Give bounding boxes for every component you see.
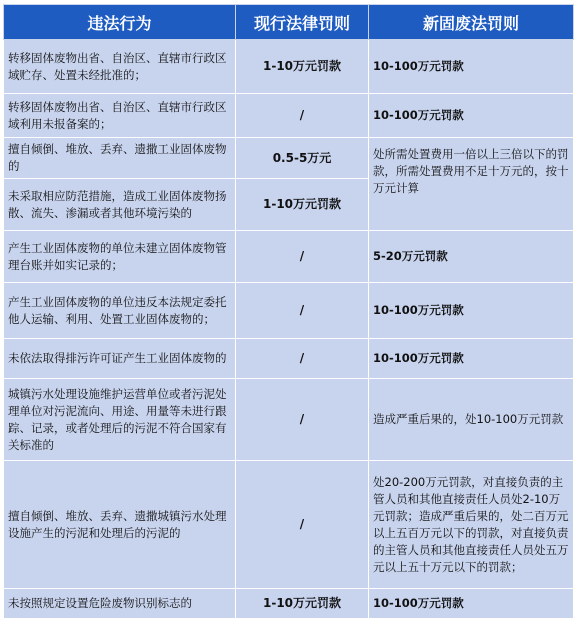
- new-penalty-cell: 造成严重后果的，处10-100万元罚款: [369, 379, 574, 461]
- table-row: [4, 231, 574, 283]
- current-penalty-cell: /: [236, 283, 369, 339]
- violation-cell: 转移固体废物出省、自治区、直辖市行政区域贮存、处置未经批准的；: [4, 40, 236, 94]
- table-row: [4, 283, 574, 339]
- current-penalty-cell: 1-10万元罚款: [236, 40, 369, 94]
- current-penalty-cell: /: [236, 231, 369, 283]
- table-row: [4, 94, 574, 138]
- new-penalty-cell: 10-100万元罚款: [369, 339, 574, 379]
- current-penalty-cell: /: [236, 339, 369, 379]
- table-row: [4, 461, 574, 589]
- table-row: [4, 40, 574, 94]
- table-row: [4, 589, 574, 619]
- current-penalty-cell: 1-10万元罚款: [236, 179, 369, 231]
- new-penalty-cell: 10-100万元罚款: [369, 589, 574, 619]
- new-penalty-cell: 处20-200万元罚款，对直接负责的主管人员和其他直接责任人员处2-10万元罚款；造成严重后果的，处二百万元以上五百万元以下的罚款，对直接负责的主管人员和其他直接责任人员处五万元以上五十万元以下的罚款；: [369, 461, 574, 589]
- violation-cell: 产生工业固体废物的单位违反本法规定委托他人运输、利用、处置工业固体废物的；: [4, 283, 236, 339]
- violation-cell: 未采取相应防范措施，造成工业固体废物扬散、流失、渗漏或者其他环境污染的: [4, 179, 236, 231]
- new-penalty-cell: 10-100万元罚款: [369, 40, 574, 94]
- violation-cell: 产生工业固体废物的单位未建立固体废物管理台账并如实记录的；: [4, 231, 236, 283]
- new-penalty-cell: 5-20万元罚款: [369, 231, 574, 283]
- table-row: [4, 339, 574, 379]
- new-penalty-cell: 处所需处置费用一倍以上三倍以下的罚款，所需处置费用不足十万元的，按十万元计算: [369, 138, 574, 231]
- new-penalty-cell: 10-100万元罚款: [369, 283, 574, 339]
- penalty-table: [3, 4, 574, 619]
- header-new-penalty: 新固废法罚则: [369, 5, 574, 40]
- header-current-penalty: 现行法律罚则: [236, 5, 369, 40]
- new-penalty-cell: 10-100万元罚款: [369, 94, 574, 138]
- header-row: [4, 5, 574, 40]
- current-penalty-cell: /: [236, 379, 369, 461]
- violation-cell: 未按照规定设置危险废物识别标志的: [4, 589, 236, 619]
- table-row: [4, 138, 574, 179]
- table-row: [4, 379, 574, 461]
- current-penalty-cell: /: [236, 94, 369, 138]
- current-penalty-cell: 1-10万元罚款: [236, 589, 369, 619]
- violation-cell: 擅自倾倒、堆放、丢弃、遗撒工业固体废物的: [4, 138, 236, 179]
- violation-cell: 城镇污水处理设施维护运营单位或者污泥处理单位对污泥流向、用途、用量等未进行跟踪、记录，或者处理后的污泥不符合国家有关标准的: [4, 379, 236, 461]
- current-penalty-cell: /: [236, 461, 369, 589]
- penalty-comparison: [3, 4, 573, 610]
- violation-cell: 擅自倾倒、堆放、丢弃、遗撒城镇污水处理设施产生的污泥和处理后的污泥的: [4, 461, 236, 589]
- current-penalty-cell: 0.5-5万元: [236, 138, 369, 179]
- violation-cell: 未依法取得排污许可证产生工业固体废物的: [4, 339, 236, 379]
- violation-cell: 转移固体废物出省、自治区、直辖市行政区域利用未报备案的；: [4, 94, 236, 138]
- header-violation: 违法行为: [4, 5, 236, 40]
